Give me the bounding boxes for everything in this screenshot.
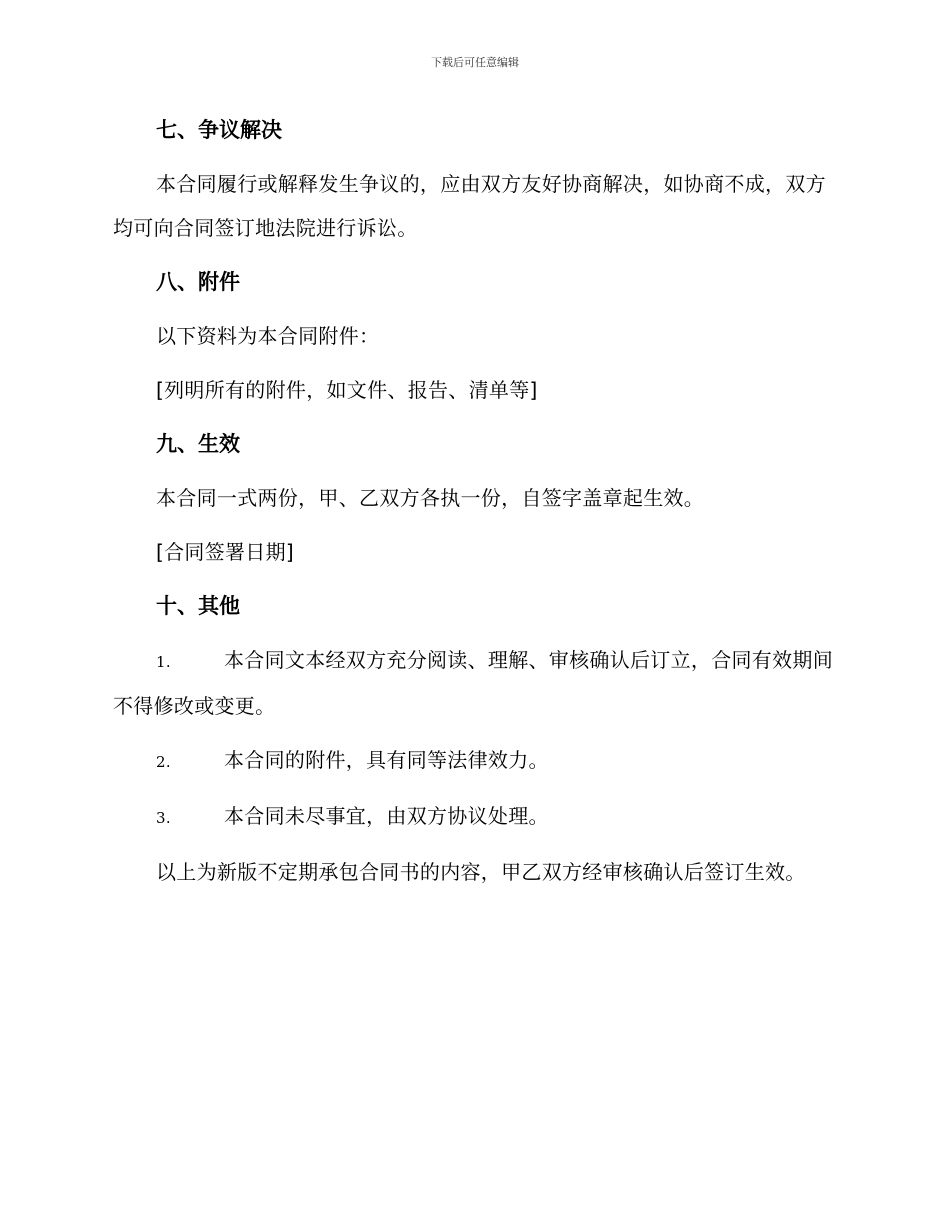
- list-item: [113, 638, 838, 728]
- document-body: [113, 108, 838, 904]
- section-10-heading: 十、其他: [156, 594, 240, 618]
- section-9-paragraph-1: 本合同一式两份，甲、乙双方各执一份，自签字盖章起生效。: [156, 486, 705, 510]
- page-header-note: 下载后可任意编辑: [431, 56, 519, 69]
- list-item-text: 本合同文本经双方充分阅读、理解、审核确认后订立，合同有效期间不得修改或变更。: [113, 648, 833, 718]
- list-item-text: 本合同的附件，具有同等法律效力。: [224, 748, 549, 772]
- list-item: [113, 794, 838, 840]
- list-item-number: 1.: [156, 653, 171, 671]
- list-item: [113, 738, 838, 784]
- section-9-paragraph-2: [合同签署日期]: [156, 540, 295, 564]
- section-8-paragraph-1: 以下资料为本合同附件：: [156, 324, 380, 348]
- closing-paragraph: 以上为新版不定期承包合同书的内容，甲乙双方经审核确认后签订生效。: [156, 860, 806, 884]
- section-7-heading: 七、争议解决: [156, 118, 282, 142]
- section-9-heading: 九、生效: [156, 432, 240, 456]
- section-8-paragraph-2: [列明所有的附件，如文件、报告、清单等]: [156, 378, 538, 402]
- list-item-number: 3.: [156, 809, 171, 827]
- list-item-number: 2.: [156, 753, 171, 771]
- section-7-paragraph: 本合同履行或解释发生争议的，应由双方友好协商解决，如协商不成，双方均可向合同签订地法院进行诉讼。: [113, 172, 826, 240]
- list-item-text: 本合同未尽事宜，由双方协议处理。: [224, 804, 549, 828]
- section-8-heading: 八、附件: [156, 270, 240, 294]
